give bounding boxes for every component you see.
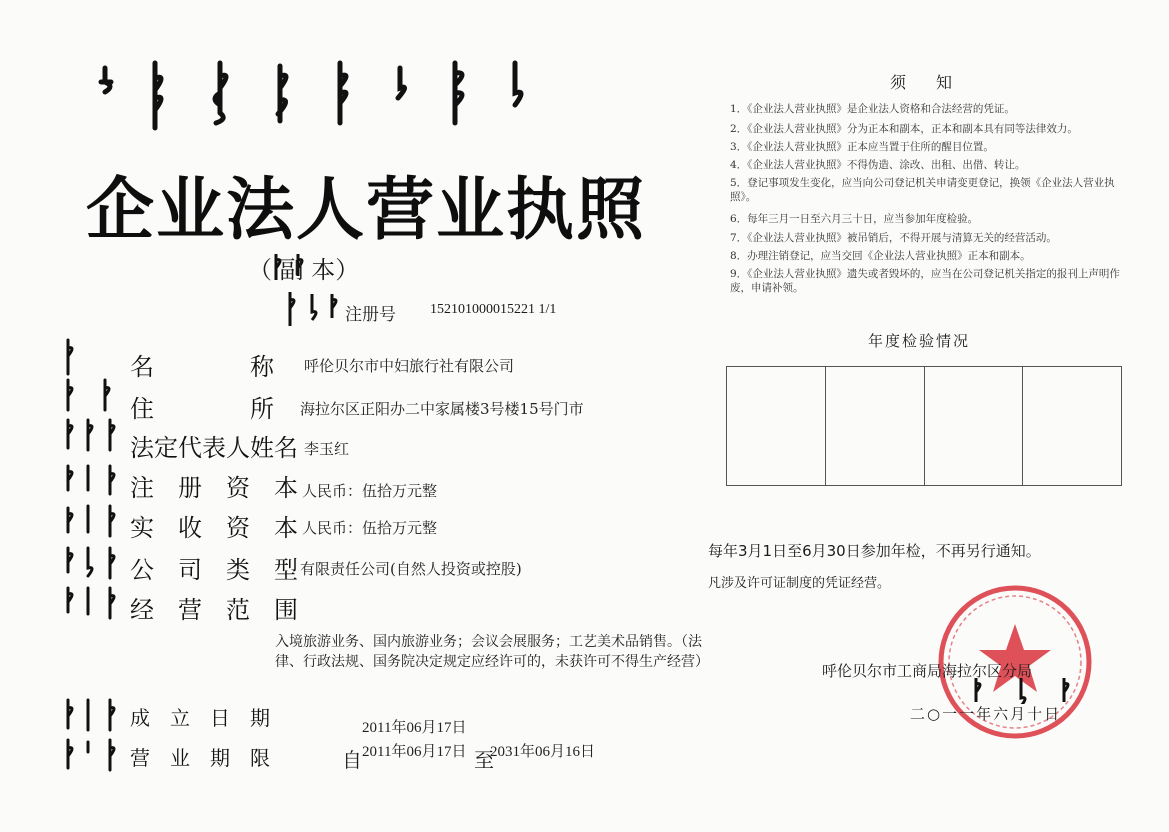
legal-rep-value: 李玉红 <box>304 440 350 458</box>
notice-item: 6．每年三月一日至六月三十日，应当参加年度检验。 <box>730 213 979 225</box>
name-value: 呼伦贝尔市中妇旅行社有限公司 <box>304 357 515 375</box>
notice-item: 1．《企业法人营业执照》是企业法人资格和合法经营的凭证。 <box>730 103 1015 115</box>
registered-capital-label: 注 册 资 本 <box>130 474 298 502</box>
notice-item: 3．《企业法人营业执照》正本应当置于住所的醒目位置。 <box>730 141 994 153</box>
notice-item: 8．办理注销登记，应当交回《企业法人营业执照》正本和副本。 <box>730 250 1031 262</box>
legal-rep-label: 法定代表人姓名 <box>130 434 298 462</box>
document-subtitle: （ 副 本） <box>248 256 360 284</box>
notice-item: 5．登记事项发生变化，应当向公司登记机关申请变更登记，换领《企业法人营业执照》。 <box>730 177 1115 203</box>
inspection-grid <box>726 366 1122 486</box>
issuing-authority: 呼伦贝尔市工商局海拉尔区分局 <box>822 662 1033 680</box>
term-to-value: 2031年06月16日 <box>490 744 596 760</box>
inspection-cell <box>826 367 925 485</box>
notice-item: 4．《企业法人营业执照》不得伪造、涂改、出租、出借、转让。 <box>730 159 1026 171</box>
business-scope-value: 入境旅游业务、国内旅游业务；会议会展服务；工艺美术品销售。（法律、行政法规、国务院决定规定应经许可的，未获许可不得生产经营） <box>275 634 709 670</box>
notice-item: 2．《企业法人营业执照》分为正本和副本，正本和副本具有同等法律效力。 <box>730 123 1078 135</box>
established-label: 成 立 日 期 <box>130 706 270 730</box>
term-label: 营 业 期 限 <box>130 746 270 770</box>
notice-item: 9．《企业法人营业执照》遗失或者毁坏的，应当在公司登记机关指定的报刊上声明作废，申请补领。 <box>730 268 1120 294</box>
mongolian-title-script <box>95 58 535 138</box>
notice-item: 7．《企业法人营业执照》被吊销后，不得开展与清算无关的经营活动。 <box>730 232 1057 244</box>
annual-inspection-note: 每年3月1日至6月30日参加年检，不再另行通知。 <box>708 542 1041 560</box>
notice-title: 须知 <box>890 73 983 92</box>
inspection-cell <box>727 367 826 485</box>
mongolian-reg-script <box>282 290 342 330</box>
inspection-cell <box>925 367 1024 485</box>
inspection-title: 年度检验情况 <box>868 332 971 350</box>
registration-number: 152101000015221 1/1 <box>430 302 557 317</box>
term-from-label: 自 <box>342 748 362 772</box>
registration-label: 注册号 <box>345 305 396 325</box>
permit-note: 凡涉及许可证制度的凭证经营。 <box>708 576 891 591</box>
paid-capital-value: 人民币：伍拾万元整 <box>302 519 438 537</box>
mongolian-authority-script <box>966 676 1076 704</box>
term-from-value: 2011年06月17日 <box>362 744 467 760</box>
inspection-cell <box>1023 367 1121 485</box>
issue-date: 二○一一年六月十日 <box>910 705 1062 723</box>
term-to-label: 至 <box>474 748 494 772</box>
address-label: 住 所 <box>130 395 274 423</box>
document-title: 企业法人营业执照 <box>86 171 647 250</box>
mongolian-field-script <box>60 338 130 778</box>
company-type-value: 有限责任公司(自然人投资或控股) <box>300 560 522 578</box>
established-value: 2011年06月17日 <box>362 720 467 736</box>
company-type-label: 公 司 类 型 <box>130 556 298 584</box>
paid-capital-label: 实 收 资 本 <box>130 514 298 542</box>
registered-capital-value: 人民币：伍拾万元整 <box>302 482 438 500</box>
address-value: 海拉尔区正阳办二中家属楼3号楼15号门市 <box>300 400 584 418</box>
name-label: 名 称 <box>130 353 274 381</box>
business-scope-label: 经 营 范 围 <box>130 596 298 624</box>
